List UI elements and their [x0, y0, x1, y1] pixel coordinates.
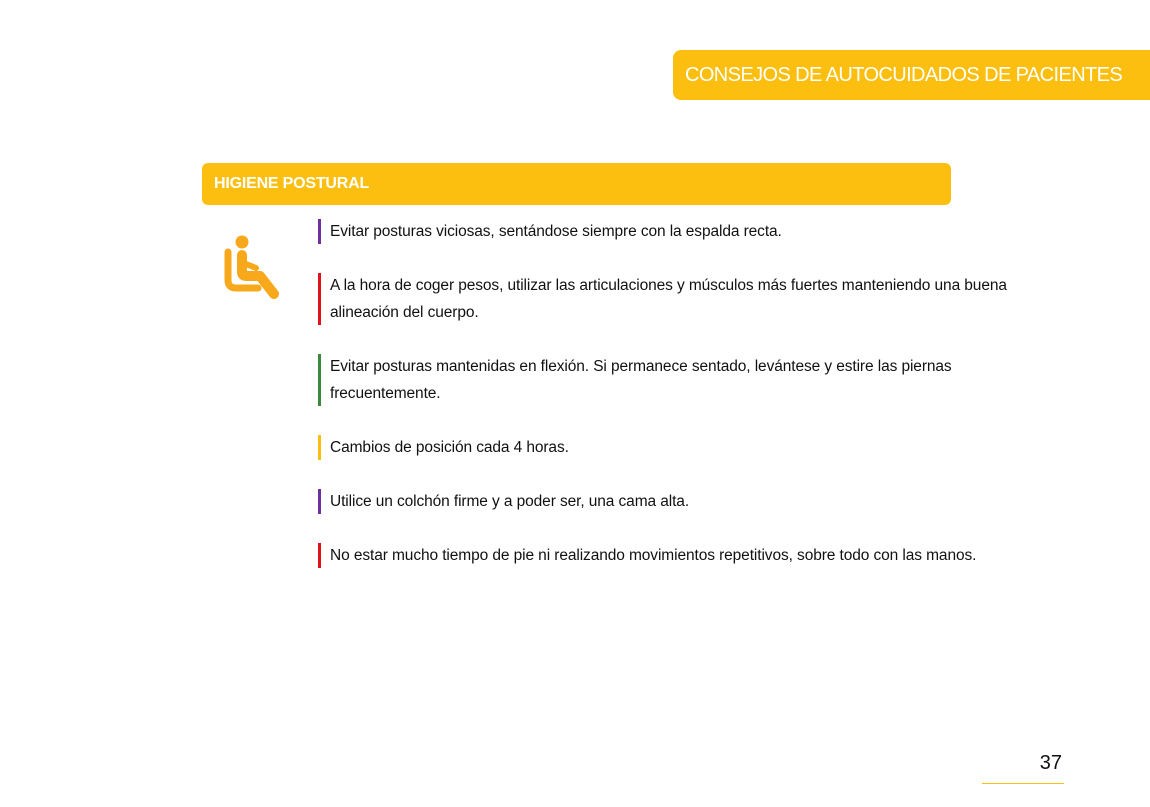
- list-item: [318, 488, 1038, 515]
- tip-text: A la hora de coger pesos, utilizar las articulaciones y músculos más fuertes manteniendo una buena alineación del cuerpo.: [330, 277, 1007, 321]
- tip-text: No estar mucho tiempo de pie ni realizando movimientos repetitivos, sobre todo con las manos.: [330, 547, 977, 564]
- list-item: [318, 218, 1038, 245]
- tip-text: Evitar posturas viciosas, sentándose siempre con la espalda recta.: [330, 223, 782, 240]
- section-header-bar: [202, 163, 951, 205]
- tip-text: Cambios de posición cada 4 horas.: [330, 439, 569, 456]
- header-banner: [673, 50, 1150, 100]
- list-item: [318, 542, 1038, 569]
- list-item: [318, 272, 1038, 326]
- header-title: CONSEJOS DE AUTOCUIDADOS DE PACIENTES: [685, 63, 1123, 86]
- page-number: 37: [1039, 752, 1062, 774]
- tip-marker: [318, 489, 321, 514]
- tip-text: Evitar posturas mantenidas en flexión. Si permanece sentado, levántese y estire las piernas frecuentemente.: [330, 358, 952, 402]
- tips-list: [318, 218, 1038, 596]
- tip-marker: [318, 354, 321, 406]
- page-number-underline: [982, 783, 1064, 784]
- seated-person-icon: [222, 230, 284, 300]
- tip-text: Utilice un colchón firme y a poder ser, una cama alta.: [330, 493, 690, 510]
- tip-marker: [318, 435, 321, 460]
- tip-marker: [318, 543, 321, 568]
- list-item: [318, 353, 1038, 407]
- list-item: [318, 434, 1038, 461]
- section-title: HIGIENE POSTURAL: [214, 175, 370, 192]
- tip-marker: [318, 273, 321, 325]
- tip-marker: [318, 219, 321, 244]
